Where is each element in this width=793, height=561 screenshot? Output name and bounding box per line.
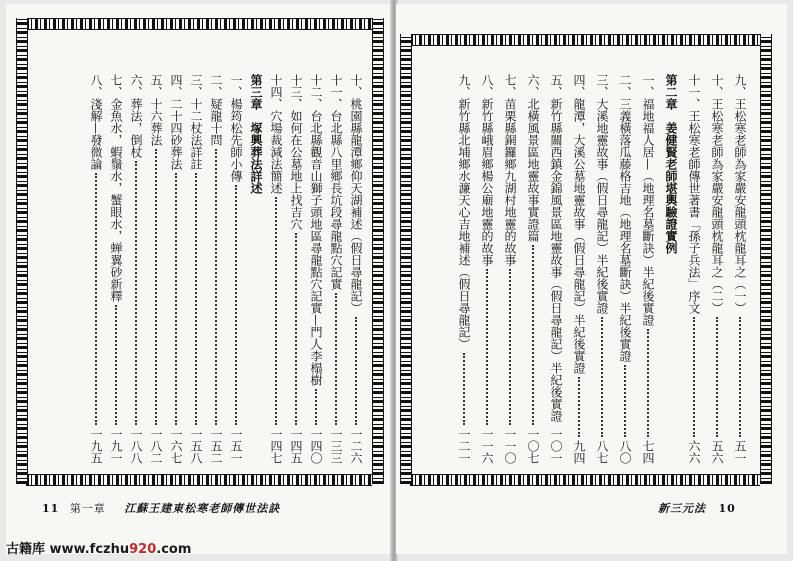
toc-entry (456, 74, 472, 464)
toc-page-number: 一八二 (149, 428, 163, 464)
toc-entry-title: 十二、台北縣觀音山獅子頭地區尋龍點穴記實—門人李榻樹 (309, 74, 323, 386)
bottom-border-pattern (410, 474, 760, 486)
toc-entry (640, 74, 656, 464)
toc-entry-title: 六、北橫風景區地靈故事實證篇 (526, 74, 540, 242)
watermark-url-number: 920 (129, 542, 157, 557)
toc-entry-title: 六、葬法，倒杖 (129, 74, 143, 158)
toc-entry (709, 74, 725, 464)
toc-leader-dots (624, 365, 626, 437)
toc-leader-dots (647, 329, 649, 437)
toc-leader-dots (95, 173, 97, 425)
left-border-pattern (400, 34, 412, 484)
toc-page-number: 一二一 (457, 428, 471, 464)
toc-entry (228, 74, 244, 464)
left-footer-chapter: 第一章 (69, 502, 106, 515)
toc-leader-dots (739, 317, 741, 437)
toc-entry-title: 五、新竹縣關西鎮金錦風景區地靈故事（假日尋龍記）半紀後實證 (549, 74, 563, 422)
toc-page-number: 一四〇 (309, 428, 323, 464)
right-footer-title: 新三元法 (658, 502, 706, 515)
toc-page-number: 一五一 (229, 428, 243, 464)
watermark-site-name: 古籍库 (6, 542, 46, 557)
toc-leader-dots (693, 317, 695, 437)
right-running-footer (658, 500, 742, 516)
toc-entry-title: 五、十六葬法 (149, 74, 163, 146)
toc-leader-dots (175, 173, 177, 425)
toc-leader-dots (235, 185, 237, 425)
toc-leader-dots (486, 269, 488, 425)
toc-entry (686, 74, 702, 464)
chapter-heading (248, 74, 264, 464)
toc-leader-dots (716, 317, 718, 437)
toc-page-number: 八七 (595, 440, 609, 464)
toc-leader-dots (295, 233, 297, 425)
left-page-number: 11 (42, 502, 60, 515)
toc-entry-title: 七、苗栗縣銅鑼鄉九湖村地靈的故事 (503, 74, 517, 266)
toc-page-number: 九四 (572, 440, 586, 464)
toc-entry-title: 二、三義橫落瓜藤格吉地（地理名墓斷訣）半紀後實證 (618, 74, 632, 362)
toc-entry (168, 74, 184, 464)
toc-leader-dots (532, 245, 534, 425)
chapter-heading (663, 74, 679, 464)
toc-page-number: 一〇七 (526, 428, 540, 464)
toc-entry-title: 十一、王松寒老師傳世著書「孫子兵法」序文 (687, 74, 701, 314)
toc-entry (502, 74, 518, 464)
toc-entry-title: 二、疑龍十問 (209, 74, 223, 146)
toc-entry (268, 74, 284, 464)
toc-entry-title: 七、金魚水，蝦鬚水，蟹眼水，蝉翼砂新釋 (109, 74, 123, 302)
left-page (6, 4, 392, 554)
toc-leader-dots (509, 269, 511, 425)
right-border-pattern (372, 18, 384, 484)
toc-entry (108, 74, 124, 464)
toc-entry-title: 十、桃園縣龍潭鄉仰天湖補述（假日尋龍記） (349, 74, 363, 314)
toc-entry-title: 三、十二杖法詳註 (189, 74, 203, 170)
toc-entry-title: 一、楊筠松先師小傳 (229, 74, 243, 182)
toc-leader-dots (355, 317, 357, 425)
toc-page-number: 一六七 (169, 428, 183, 464)
toc-page-number: 七四 (641, 440, 655, 464)
toc-entry-title: 十四、穴場裁減法簡述 (269, 74, 283, 194)
toc-page-number: 一五八 (189, 428, 203, 464)
toc-entry (188, 74, 204, 464)
toc-entry-title: 九、新竹縣北埔鄉水濂天心吉地補述（假日尋龍記） (457, 74, 471, 350)
toc-page-number: 一九五 (89, 428, 103, 464)
toc-leader-dots (215, 149, 217, 425)
toc-entry (548, 74, 564, 464)
toc-entry (594, 74, 610, 464)
toc-entry (525, 74, 541, 464)
watermark-url-suffix: .com (156, 542, 192, 557)
toc-page-number: 五六 (710, 440, 724, 464)
toc-page-number: 一八八 (129, 428, 143, 464)
toc-entry (617, 74, 633, 464)
toc-page-number: 一四七 (269, 428, 283, 464)
toc-entry-title: 八、新竹縣峨眉鄉楊公廟地靈的故事 (480, 74, 494, 266)
right-page (396, 4, 787, 554)
toc-page-number: 一二六 (349, 428, 363, 464)
top-border-pattern (410, 34, 760, 46)
toc-entry (208, 74, 224, 464)
top-border-pattern (26, 18, 372, 30)
toc-entry-title: 三、大溪地靈故事（假日尋龍記）半紀後實證 (595, 74, 609, 314)
toc-page-number: 一五二 (209, 428, 223, 464)
toc-entry-title: 四、二十四砂葬法 (169, 74, 183, 170)
toc-entry (308, 74, 324, 464)
toc-entry-title: 十、王松寒老師為家嚴安龍頭枕龍耳之（二） (710, 74, 724, 314)
toc-entry (348, 74, 364, 464)
right-border-pattern (760, 34, 772, 484)
toc-page-number: 五一 (733, 440, 747, 464)
toc-leader-dots (275, 197, 277, 425)
toc-entry-title: 九、王松寒老師為家嚴安龍頭枕龍耳之（一） (733, 74, 747, 314)
toc-entry-title: 第二章 姜健賢老師堪輿驗證實例 (664, 74, 678, 254)
toc-page-number: 一三三 (329, 428, 343, 464)
toc-entry-title: 十三、如何在公墓地上找吉穴 (289, 74, 303, 230)
toc-leader-dots (135, 161, 137, 425)
toc-leader-dots (463, 353, 465, 425)
toc-entry (88, 74, 104, 464)
toc-leader-dots (115, 305, 117, 425)
toc-entry-title: 一、福地福人居—（地理名墓斷訣）半紀後實證 (641, 74, 655, 326)
toc-page-number: 八〇 (618, 440, 632, 464)
bottom-border-pattern (26, 474, 372, 486)
toc-entry-title: 十一、台北縣八里鄉長坑段尋龍點穴記實 (329, 74, 343, 290)
toc-entry-title: 第三章 塚興葬法詳述 (249, 74, 263, 194)
toc-leader-dots (195, 173, 197, 425)
toc-leader-dots (155, 149, 157, 425)
toc-leader-dots (335, 293, 337, 425)
left-running-footer (42, 500, 280, 516)
toc-page-number: 一一六 (480, 428, 494, 464)
toc-entry (732, 74, 748, 464)
left-footer-title: 江蘇王建東松寒老師傳世法訣 (124, 502, 281, 515)
toc-entry (479, 74, 495, 464)
toc-page-number: 一一〇 (503, 428, 517, 464)
watermark-url-prefix: www.fczhu (49, 542, 130, 557)
toc-leader-dots (315, 389, 317, 425)
toc-page-number: 一〇一 (549, 428, 563, 464)
left-border-pattern (16, 18, 28, 484)
toc-entry (571, 74, 587, 464)
site-watermark (6, 538, 191, 557)
toc-leader-dots (578, 377, 580, 437)
toc-entry (328, 74, 344, 464)
toc-entry-title: 四、龍潭，大溪公墓地靈故事（假日尋龍記）半紀後實證 (572, 74, 586, 374)
toc-page-number: 一四五 (289, 428, 303, 464)
toc-entry-title: 八、淺解—發微論 (89, 74, 103, 170)
toc-page-number: 六六 (687, 440, 701, 464)
toc-entry (148, 74, 164, 464)
toc-entry (288, 74, 304, 464)
right-page-number: 10 (718, 502, 736, 515)
toc-page-number: 一九一 (109, 428, 123, 464)
toc-entry (128, 74, 144, 464)
toc-leader-dots (601, 317, 603, 437)
